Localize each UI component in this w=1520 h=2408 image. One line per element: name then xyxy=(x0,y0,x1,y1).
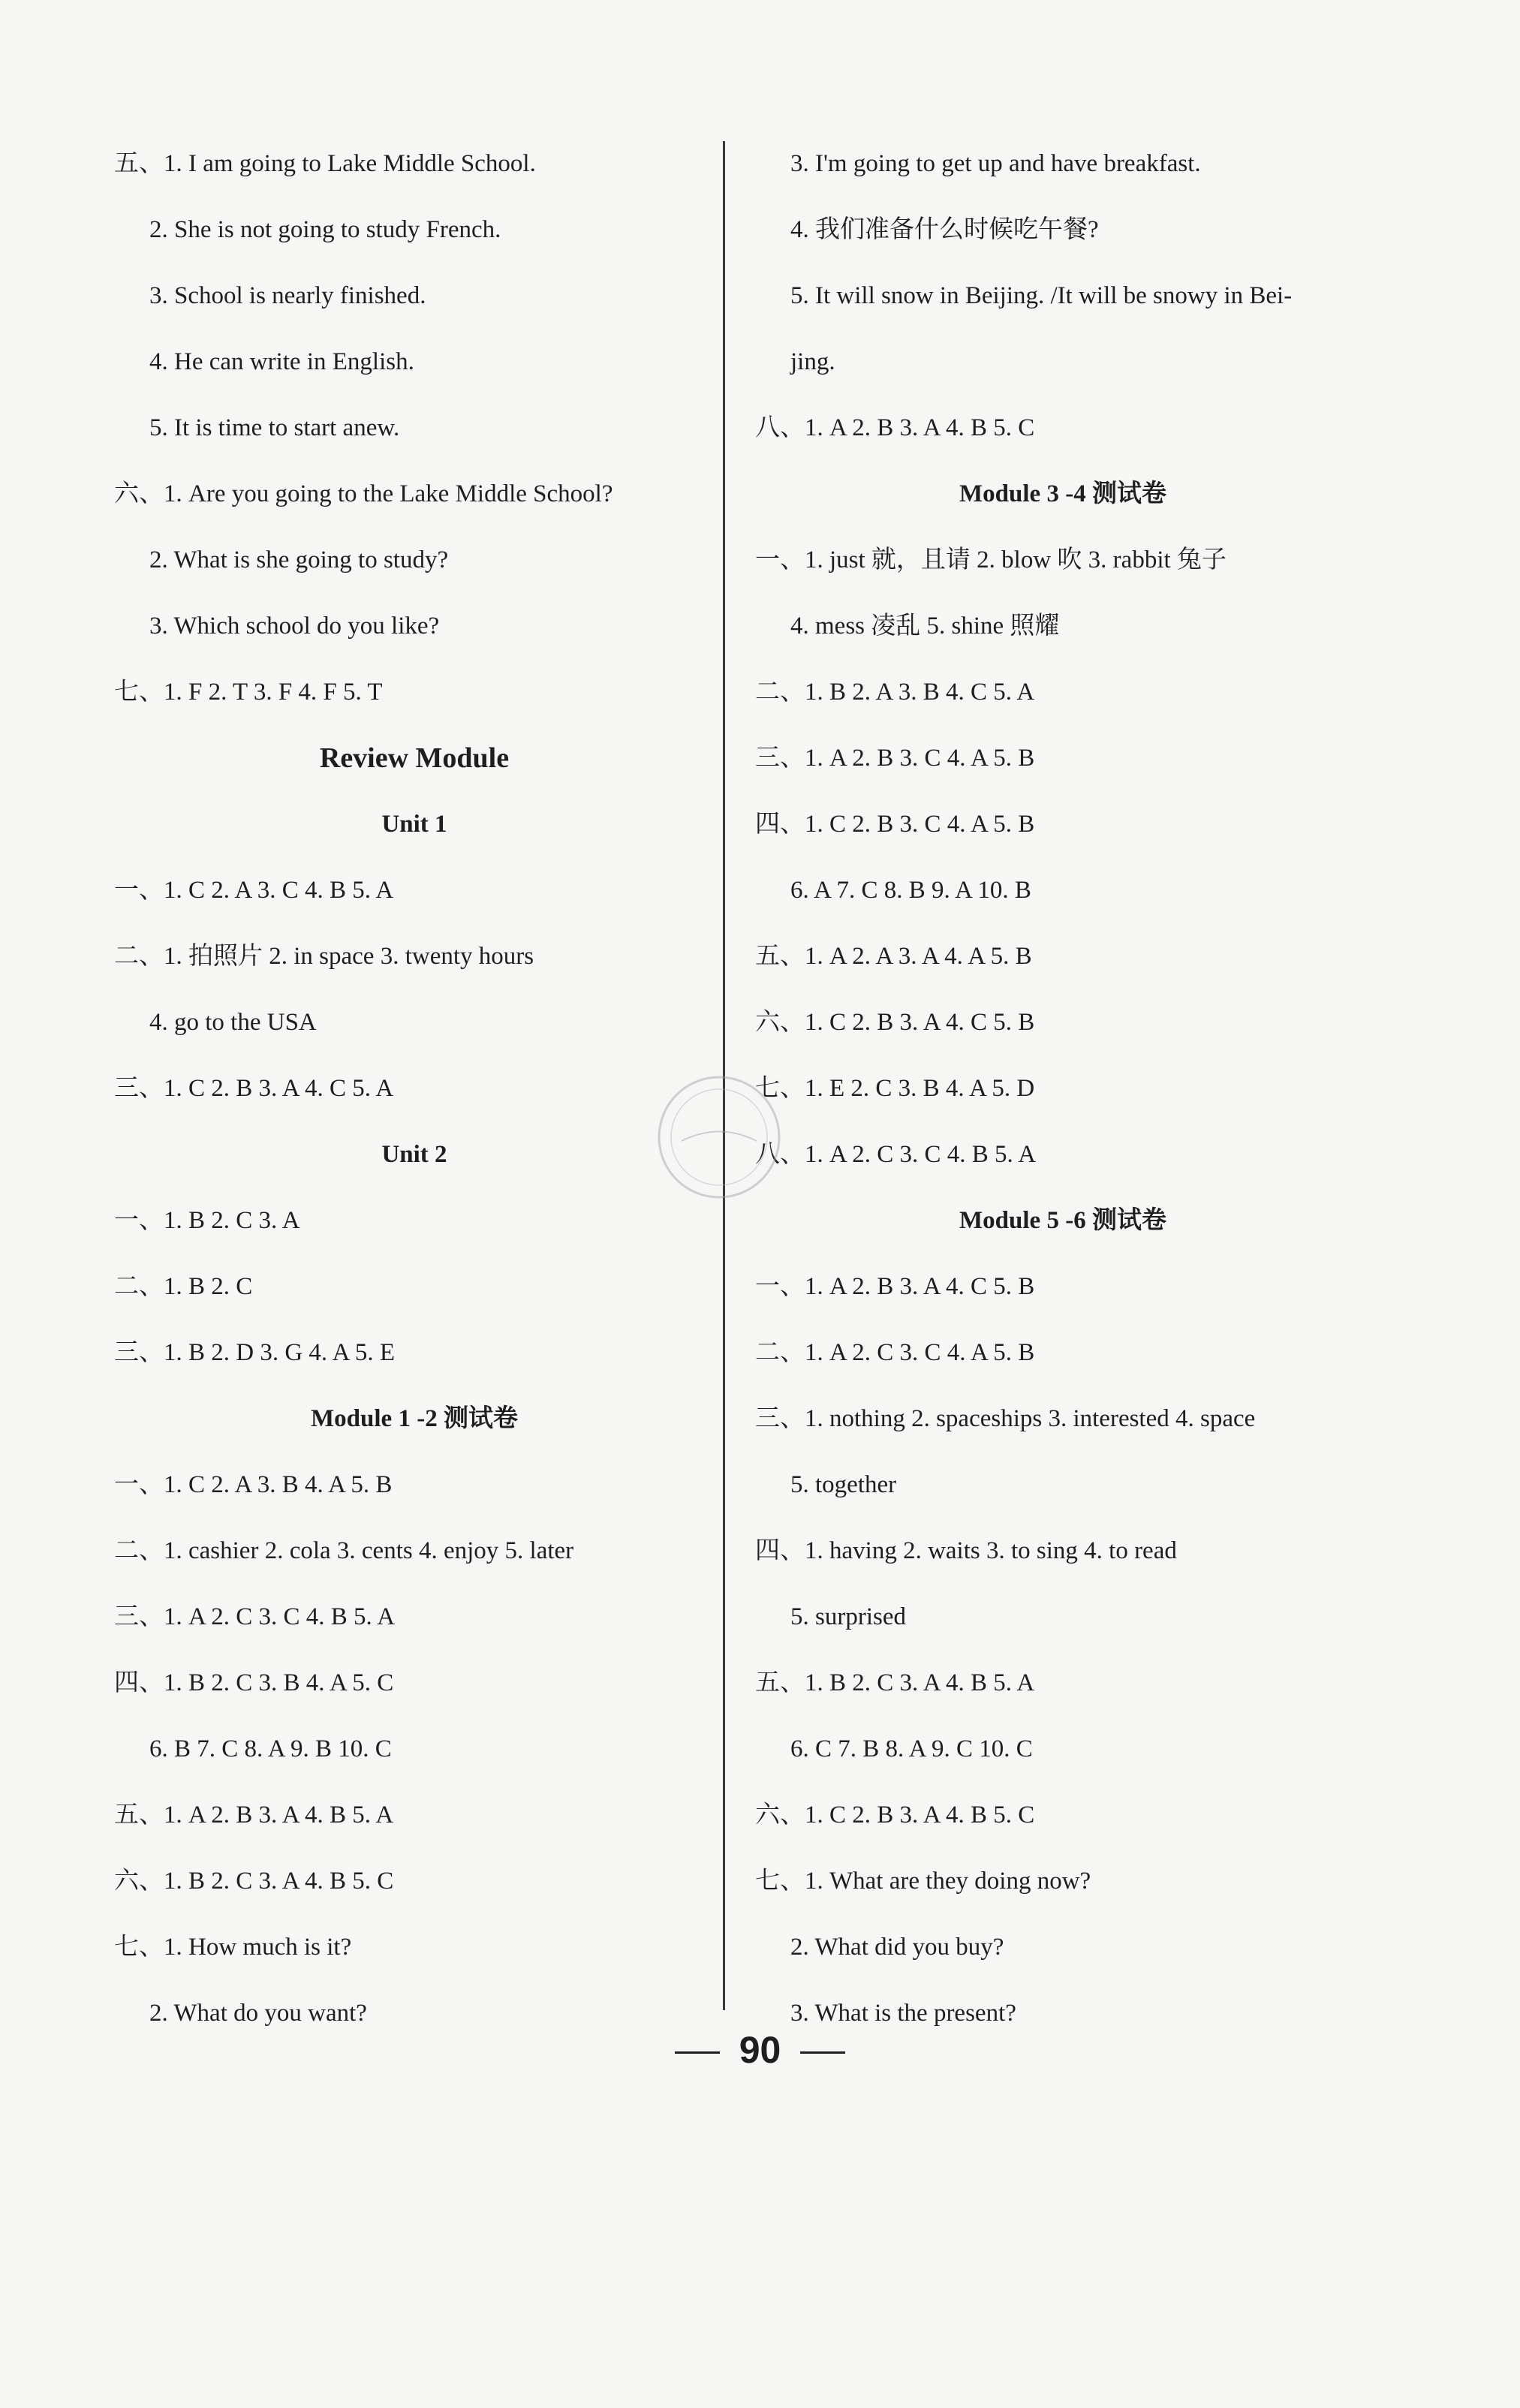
answer-line: 六、1. C 2. B 3. A 4. B 5. C xyxy=(755,1801,1035,1829)
answer-line: 一、1. B 2. C 3. A xyxy=(114,1207,300,1234)
section-heading: Module 1 -2 测试卷 xyxy=(311,1405,518,1432)
answer-line: 6. B 7. C 8. A 9. B 10. C xyxy=(149,1735,392,1762)
answer-line: 一、1. just 就，且请 2. blow 吹 3. rabbit 兔子 xyxy=(755,546,1227,573)
answer-line: 七、1. E 2. C 3. B 4. A 5. D xyxy=(755,1075,1035,1102)
page-number-dash-left xyxy=(675,2051,720,2054)
answer-line: 一、1. C 2. A 3. C 4. B 5. A xyxy=(114,877,394,904)
answer-line: 五、1. I am going to Lake Middle School. xyxy=(114,150,536,177)
answer-line: 2. She is not going to study French. xyxy=(149,216,501,243)
answer-line: 5. together xyxy=(790,1471,897,1498)
answer-line: 5. surprised xyxy=(790,1603,906,1630)
answer-line: 七、1. How much is it? xyxy=(114,1934,352,1961)
answer-line: 2. What is she going to study? xyxy=(149,546,449,573)
answer-line: 三、1. nothing 2. spaceships 3. interested 4. space xyxy=(755,1405,1256,1432)
page-number xyxy=(0,2028,1520,2072)
answer-line: 八、1. A 2. B 3. A 4. B 5. C xyxy=(755,414,1035,441)
section-heading: Unit 1 xyxy=(381,811,447,838)
answer-line: 2. What did you buy? xyxy=(790,1934,1004,1961)
answer-line: 二、1. B 2. C xyxy=(114,1273,253,1300)
section-heading: Module 5 -6 测试卷 xyxy=(959,1207,1166,1234)
answer-line: 3. Which school do you like? xyxy=(149,613,440,640)
answer-line: 3. What is the present? xyxy=(790,2000,1016,2027)
answer-line: 6. C 7. B 8. A 9. C 10. C xyxy=(790,1735,1033,1762)
answer-line: 一、1. C 2. A 3. B 4. A 5. B xyxy=(114,1471,393,1498)
answer-line: 4. He can write in English. xyxy=(149,348,414,375)
left-column xyxy=(114,141,715,2057)
answer-line: jing. xyxy=(790,348,835,375)
answer-line: 四、1. having 2. waits 3. to sing 4. to read xyxy=(755,1537,1177,1564)
answer-line: 5. It is time to start anew. xyxy=(149,414,400,441)
answer-line: 二、1. A 2. C 3. C 4. A 5. B xyxy=(755,1339,1035,1366)
answer-line: 六、1. C 2. B 3. A 4. C 5. B xyxy=(755,1009,1035,1036)
answer-line: 七、1. F 2. T 3. F 4. F 5. T xyxy=(114,679,383,706)
answer-line: 2. What do you want? xyxy=(149,2000,367,2027)
answer-line: 4. mess 凌乱 5. shine 照耀 xyxy=(790,613,1060,640)
answer-line: 五、1. A 2. A 3. A 4. A 5. B xyxy=(755,943,1032,970)
answer-line: 二、1. 拍照片 2. in space 3. twenty hours xyxy=(114,943,534,970)
answer-line: 三、1. B 2. D 3. G 4. A 5. E xyxy=(114,1339,396,1366)
section-heading: Review Module xyxy=(319,742,510,774)
answer-line: 二、1. B 2. A 3. B 4. C 5. A xyxy=(755,679,1035,706)
right-column xyxy=(755,141,1371,2057)
answer-line: 二、1. cashier 2. cola 3. cents 4. enjoy 5. later xyxy=(114,1537,574,1564)
answer-line: 八、1. A 2. C 3. C 4. B 5. A xyxy=(755,1141,1037,1168)
page-number-value: 90 xyxy=(739,2029,781,2071)
answer-line: 六、1. B 2. C 3. A 4. B 5. C xyxy=(114,1868,394,1895)
answer-line: 四、1. B 2. C 3. B 4. A 5. C xyxy=(114,1669,394,1696)
answer-line: 一、1. A 2. B 3. A 4. C 5. B xyxy=(755,1273,1035,1300)
answer-line: 4. go to the USA xyxy=(149,1009,317,1036)
answer-line: 三、1. C 2. B 3. A 4. C 5. A xyxy=(114,1075,394,1102)
answer-line: 6. A 7. C 8. B 9. A 10. B xyxy=(790,877,1031,904)
answer-line: 3. School is nearly finished. xyxy=(149,282,426,309)
answer-line: 5. It will snow in Beijing. /It will be snowy in Bei- xyxy=(790,282,1293,309)
section-heading: Module 3 -4 测试卷 xyxy=(959,480,1166,507)
answer-line: 五、1. B 2. C 3. A 4. B 5. A xyxy=(755,1669,1035,1696)
answer-line: 五、1. A 2. B 3. A 4. B 5. A xyxy=(114,1801,394,1829)
answer-line: 七、1. What are they doing now? xyxy=(755,1868,1091,1895)
answer-line: 六、1. Are you going to the Lake Middle School? xyxy=(114,480,613,507)
page-number-dash-right xyxy=(800,2051,845,2054)
answer-line: 三、1. A 2. C 3. C 4. B 5. A xyxy=(114,1603,396,1630)
section-heading: Unit 2 xyxy=(381,1141,447,1168)
answer-line: 4. 我们准备什么时候吃午餐? xyxy=(790,216,1099,243)
answer-line: 3. I'm going to get up and have breakfast. xyxy=(790,150,1201,177)
answer-line: 三、1. A 2. B 3. C 4. A 5. B xyxy=(755,745,1035,772)
watermark-stamp-icon xyxy=(652,1070,787,1205)
answer-line: 四、1. C 2. B 3. C 4. A 5. B xyxy=(755,811,1035,838)
